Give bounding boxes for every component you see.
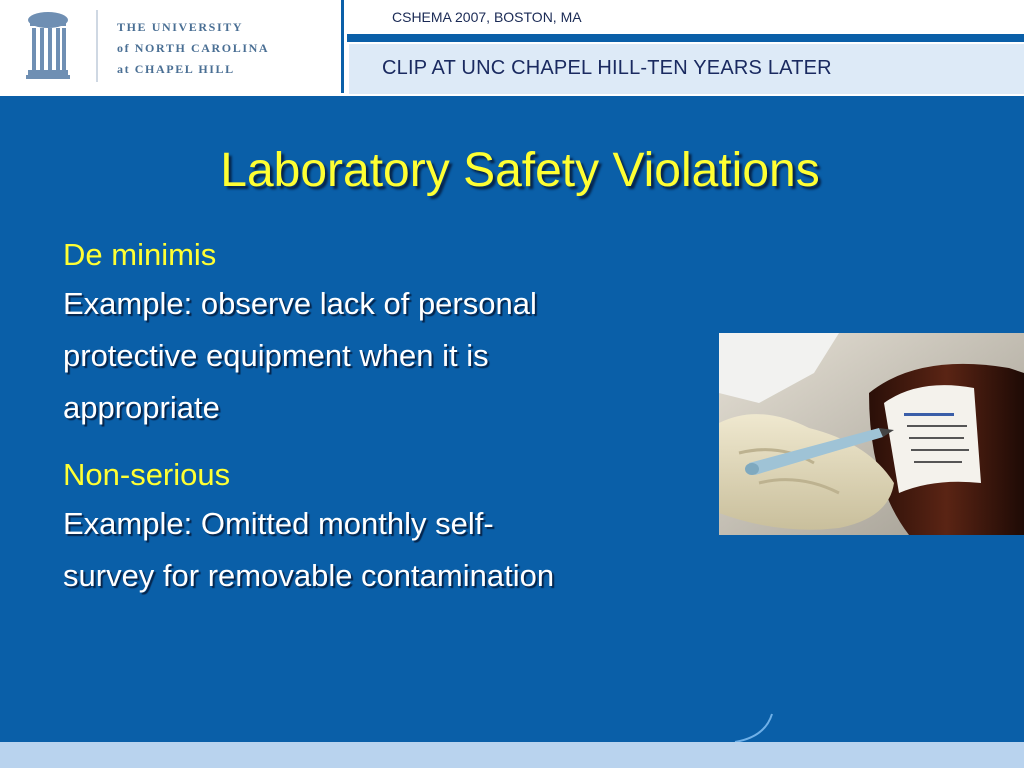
example-line: Example: observe lack of personal — [63, 286, 537, 321]
example-line: appropriate — [63, 390, 220, 425]
footer-bar — [0, 742, 1024, 768]
example-line: survey for removable contamination — [63, 558, 555, 593]
violation-list — [63, 232, 723, 602]
logo-divider — [96, 10, 98, 82]
violation-heading: Non-serious — [63, 457, 231, 492]
university-logo — [0, 0, 344, 93]
university-name — [117, 17, 327, 80]
example-line: protective equipment when it is — [63, 338, 489, 373]
example-line: Example: Omitted monthly self- — [63, 506, 494, 541]
logo-line-2: of NORTH CAROLINA — [117, 41, 270, 55]
lab-photo-illustration — [719, 333, 1024, 535]
presentation-title: CLIP AT UNC CHAPEL HILL-TEN YEARS LATER — [382, 57, 832, 79]
logo-line-1: THE UNIVERSITY — [117, 20, 244, 34]
logo-line-3: at CHAPEL HILL — [117, 62, 235, 76]
slide-header — [0, 0, 1024, 96]
slide-title: Laboratory Safety Violations — [220, 144, 820, 197]
violation-item-non-serious — [63, 452, 723, 602]
header-accent-bar — [347, 34, 1024, 42]
conference-label: CSHEMA 2007, BOSTON, MA — [392, 9, 582, 25]
violation-heading: De minimis — [63, 237, 217, 272]
old-well-icon — [26, 10, 70, 80]
lab-photo — [719, 333, 1024, 535]
violation-item-de-minimis — [63, 232, 723, 434]
